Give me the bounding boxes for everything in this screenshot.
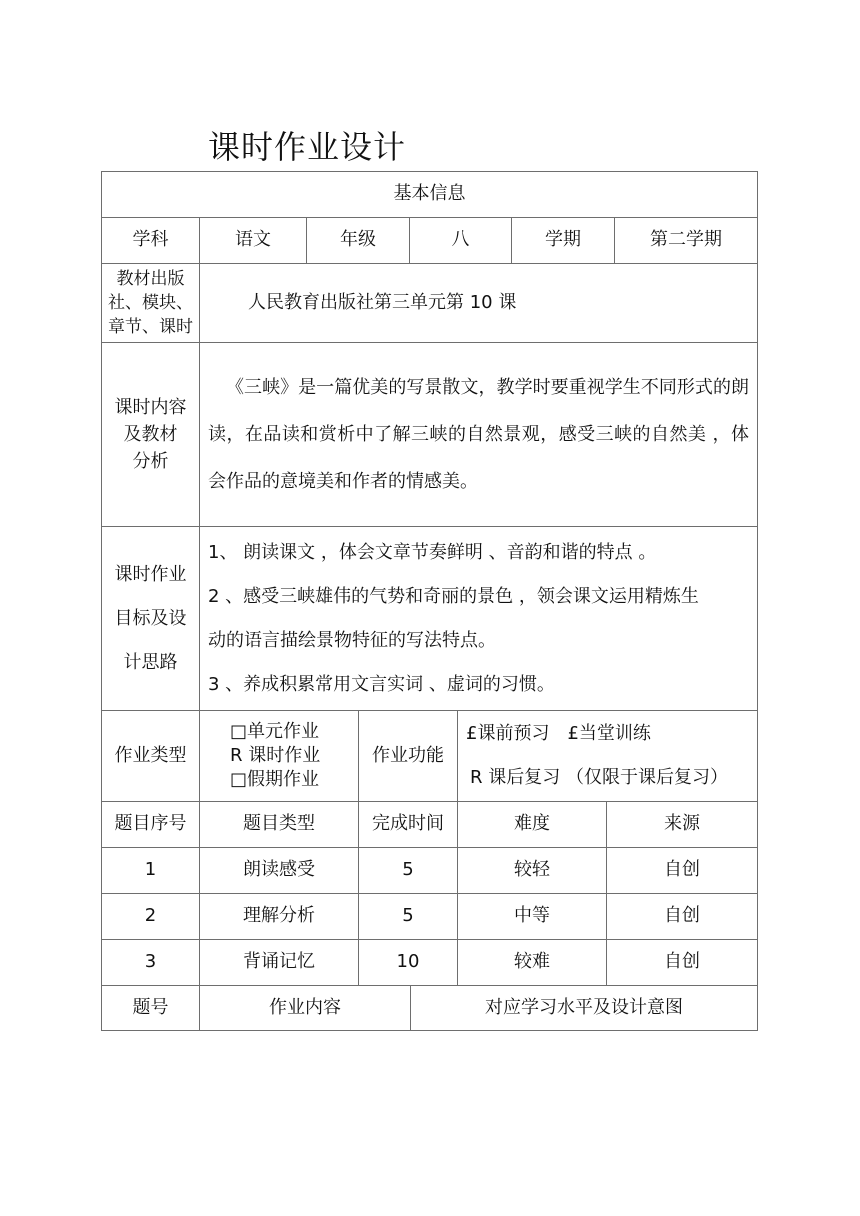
difficulty: 较难 — [458, 940, 607, 986]
table-row — [101, 848, 758, 894]
textbook-label — [101, 264, 200, 343]
header-source: 来源 — [607, 802, 758, 848]
basic-info-header: 基本信息 — [101, 171, 758, 218]
table-row — [101, 894, 758, 940]
difficulty: 中等 — [458, 894, 607, 940]
textbook-row — [101, 264, 758, 343]
header-completion-time: 完成时间 — [359, 802, 458, 848]
question-type: 背诵记忆 — [200, 940, 359, 986]
textbook-value: 人民教育出版社第三单元第 10 课 — [200, 264, 758, 343]
goals-row — [101, 527, 758, 711]
content-analysis-text: 《三峡》是一篇优美的写景散文，教学时要重视学生不同形式的朗读，在品读和赏析中了解三峡的自然景观，感受三峡的自然美 ，体会作品的意境美和作者的情感美。 — [208, 377, 749, 492]
content-header-row — [101, 986, 758, 1031]
content-analysis-cell — [200, 343, 758, 527]
function-option-review: R 课后复习 （仅限于课后复习） — [470, 767, 728, 788]
completion-time: 10 — [359, 940, 458, 986]
table-row — [101, 940, 758, 986]
source: 自创 — [607, 894, 758, 940]
basic-info-row — [101, 171, 758, 218]
question-number: 2 — [101, 894, 200, 940]
homework-function-label: 作业功能 — [359, 711, 458, 802]
content-analysis-row — [101, 343, 758, 527]
homework-function-options — [458, 711, 758, 802]
homework-type-option: □单元作业 — [230, 721, 320, 742]
completion-time: 5 — [359, 894, 458, 940]
info-row — [101, 218, 758, 264]
function-option-preview: £课前预习 — [466, 723, 550, 744]
content-analysis-label-line: 分析 — [132, 451, 169, 472]
homework-type-option: □假期作业 — [230, 769, 320, 790]
header-question-type: 题目类型 — [200, 802, 359, 848]
homework-type-row — [101, 711, 758, 802]
page-title: 课时作业设计 — [208, 128, 407, 166]
content-analysis-label-line: 及教材 — [123, 424, 178, 445]
term-label: 学期 — [512, 218, 615, 264]
textbook-label-line: 教材出版 — [116, 269, 185, 289]
question-type: 理解分析 — [200, 894, 359, 940]
question-number: 1 — [101, 848, 200, 894]
homework-type-options — [200, 711, 359, 802]
header-question-number: 题目序号 — [101, 802, 200, 848]
completion-time: 5 — [359, 848, 458, 894]
goal-item: 动的语言描绘景物特征的写法特点。 — [208, 629, 496, 651]
question-number: 3 — [101, 940, 200, 986]
content-header-intent: 对应学习水平及设计意图 — [411, 986, 758, 1031]
content-header-number: 题号 — [101, 986, 200, 1031]
difficulty: 较轻 — [458, 848, 607, 894]
goal-item: 1、 朗读课文 ，体会文章节奏鲜明 、音韵和谐的特点 。 — [208, 541, 657, 563]
textbook-label-line: 社、模块、 — [108, 293, 193, 313]
question-table-header — [101, 802, 758, 848]
question-type: 朗读感受 — [200, 848, 359, 894]
content-analysis-label-line: 课时内容 — [114, 397, 187, 418]
source: 自创 — [607, 940, 758, 986]
goals-cell — [200, 527, 758, 711]
source: 自创 — [607, 848, 758, 894]
homework-type-label: 作业类型 — [101, 711, 200, 802]
goals-label-line: 课时作业 — [114, 563, 187, 585]
grade-value: 八 — [410, 218, 512, 264]
goals-label-line: 目标及设 — [114, 607, 187, 629]
homework-type-option: R 课时作业 — [230, 745, 321, 766]
header-difficulty: 难度 — [458, 802, 607, 848]
subject-value: 语文 — [200, 218, 307, 264]
textbook-label-line: 章节、课时 — [108, 317, 193, 337]
goals-label — [101, 527, 200, 711]
goals-label-line: 计思路 — [123, 651, 178, 673]
content-header-content: 作业内容 — [200, 986, 411, 1031]
term-value: 第二学期 — [615, 218, 758, 264]
content-analysis-label — [101, 343, 200, 527]
grade-label: 年级 — [307, 218, 410, 264]
function-option-class-practice: £当堂训练 — [567, 723, 651, 744]
goal-item: 3 、养成积累常用文言实词 、虚词的习惯。 — [208, 673, 555, 695]
subject-label: 学科 — [101, 218, 200, 264]
goal-item: 2 、感受三峡雄伟的气势和奇丽的景色 ，领会课文运用精炼生 — [208, 585, 699, 607]
